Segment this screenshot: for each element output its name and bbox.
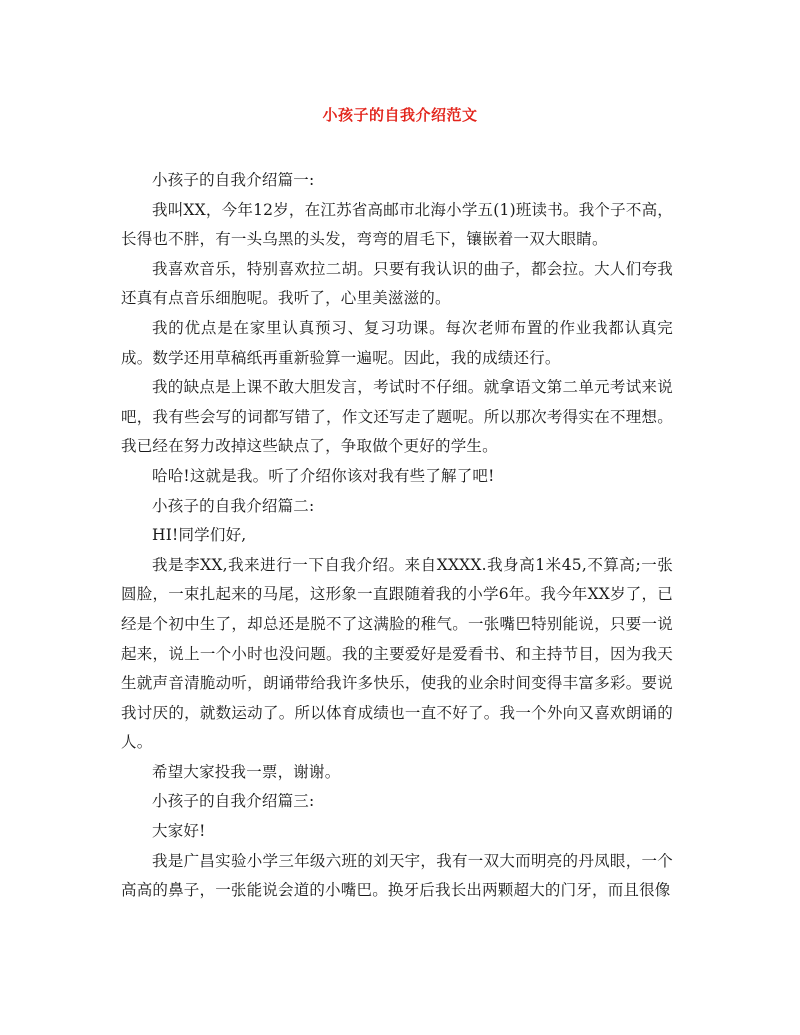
paragraph: 我的缺点是上课不敢大胆发言，考试时不仔细。就拿语文第二单元考试来说吧，我有些会写的词都写错了，作文还写走了题呢。所以那次考得实在不理想。我已经在努力改掉这些缺点了，争取做个更好的学生。	[121, 378, 673, 456]
paragraph: 小孩子的自我介绍篇三:	[152, 792, 315, 811]
paragraph: 我是李XX,我来进行一下自我介绍。来自XXXX.我身高1米45,不算高;一张圆脸，一束扎起来的马尾，这形象一直跟随着我的小学6年。我今年XX岁了，已经是个初中生了，却总还是脱不了这满脸的稚气。一张嘴巴特别能说，只要一说起来，说上一个小时也没问题。我的主要爱好是爱看书、和主持节目，因为我天生就声音清脆动听，朗诵带给我许多快乐，使我的业余时间变得丰富多彩。要说我讨厌的，就数运动了。所以体育成绩也一直不好了。我一个外向又喜欢朗诵的人。	[121, 555, 673, 752]
paragraph: 我喜欢音乐，特别喜欢拉二胡。只要有我认识的曲子，都会拉。大人们夸我还真有点音乐细胞呢。我听了，心里美滋滋的。	[121, 259, 673, 308]
paragraph: 我叫XX，今年12岁，在江苏省高邮市北海小学五(1)班读书。我个子不高，长得也不胖，有一头乌黑的头发，弯弯的眉毛下，镶嵌着一双大眼睛。	[121, 200, 673, 249]
paragraph: 小孩子的自我介绍篇一:	[152, 171, 315, 189]
paragraph: HI!同学们好,	[152, 526, 247, 545]
paragraph: 我是广昌实验小学三年级六班的刘天宇，我有一双大而明亮的丹凤眼，一个高高的鼻子，一张能说会道的小嘴巴。换牙后我长出两颗超大的门牙，而且很像	[121, 851, 673, 900]
paragraph: 大家好!	[152, 822, 206, 841]
paragraph: 希望大家投我一票，谢谢。	[152, 762, 341, 781]
paragraph: 小孩子的自我介绍篇二:	[152, 496, 315, 515]
document-title: 小孩子的自我介绍范文	[322, 106, 478, 124]
document-body	[121, 166, 673, 906]
paragraph: 哈哈!这就是我。听了介绍你该对我有些了解了吧!	[152, 466, 495, 485]
paragraph: 我的优点是在家里认真预习、复习功课。每次老师布置的作业我都认真完成。数学还用草稿纸再重新验算一遍呢。因此，我的成绩还行。	[121, 318, 673, 367]
